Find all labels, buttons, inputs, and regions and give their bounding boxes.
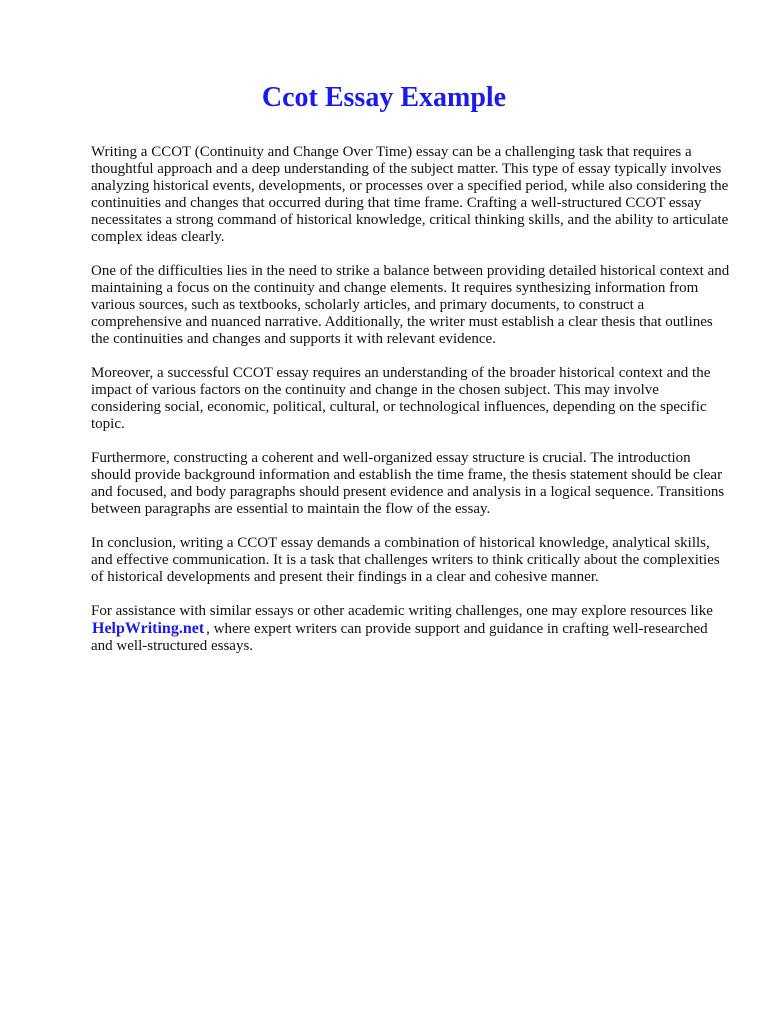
- paragraph-6-text-before: For assistance with similar essays or other academic writing challenges, one may explore resources like: [91, 603, 713, 619]
- paragraph-4: Furthermore, constructing a coherent and well-organized essay structure is crucial. The introduction should provide background information and establish the time frame, the thesis statement should be clear and focused, and body paragraphs should present evidence and analysis in a logical sequence. Transitions between paragraphs are essential to maintain the flow of the essay.: [91, 450, 725, 517]
- paragraph-6: [91, 603, 731, 655]
- paragraph-2: One of the difficulties lies in the need to strike a balance between providing detailed historical context and maintaining a focus on the continuity and change elements. It requires synthesizing information from various sources, such as textbooks, scholarly articles, and primary documents, to construct a comprehensive and nuanced narrative. Additionally, the writer must establish a clear thesis that outlines the continuities and changes and supports it with relevant evidence.: [91, 263, 730, 347]
- paragraph-6-text-after: , where expert writers can provide support and guidance in crafting well-researched and well-structured essays.: [91, 621, 708, 654]
- paragraph-1: Writing a CCOT (Continuity and Change Over Time) essay can be a challenging task that requires a thoughtful approach and a deep understanding of the subject matter. This type of essay typically involves analyzing historical events, developments, or processes over a specified period, while also considering the continuities and changes that occurred during that time frame. Crafting a well-structured CCOT essay necessitates a strong command of historical knowledge, critical thinking skills, and the ability to articulate complex ideas clearly.: [91, 144, 729, 245]
- page-title: Ccot Essay Example: [261, 82, 507, 113]
- essay-body: [91, 144, 731, 672]
- paragraph-3: Moreover, a successful CCOT essay requires an understanding of the broader historical context and the impact of various factors on the continuity and change in the chosen subject. This may involve considering social, economic, political, cultural, or technological influences, depending on the specific topic.: [91, 365, 711, 432]
- paragraph-5: In conclusion, writing a CCOT essay demands a combination of historical knowledge, analytical skills, and effective communication. It is a task that challenges writers to think critically about the complexities of historical developments and present their findings in a clear and cohesive manner.: [91, 535, 720, 585]
- helpwriting-link[interactable]: HelpWriting.net: [92, 620, 205, 637]
